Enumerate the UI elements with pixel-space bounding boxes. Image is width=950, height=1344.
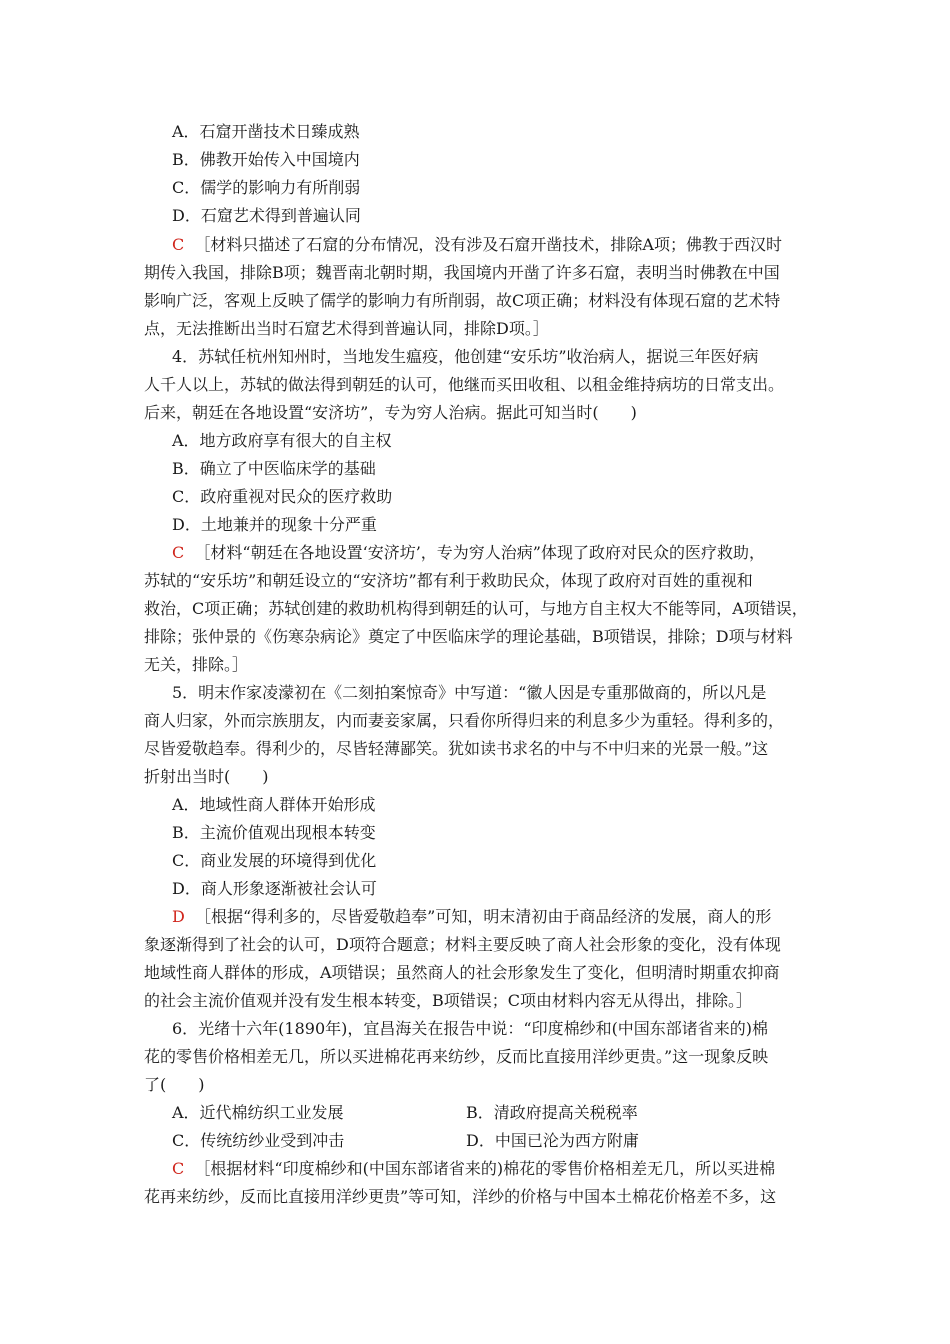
q6-option-a: A．近代棉纺织工业发展 <box>172 1103 344 1122</box>
q6-stem-line: 6．光绪十六年(1890年)，宜昌海关在报告中说：“印度棉纱和(中国东部诸省来的)棉 <box>172 1019 769 1038</box>
q6-stem-line: 了( ) <box>144 1075 205 1094</box>
q4-explanation-line: 苏轼的“安乐坊”和朝廷设立的“安济坊”都有利于救助民众，体现了政府对百姓的重视和 <box>144 571 753 590</box>
q5-stem-line: 折射出当时( ) <box>144 767 269 786</box>
q4-explanation-line: 排除；张仲景的《伤寒杂病论》奠定了中医临床学的理论基础，B项错误，排除；D项与材料 <box>144 627 793 646</box>
q4-explanation-line: 救治，C项正确；苏轼创建的救助机构得到朝廷的认可，与地方自主权大不能等同，A项错误， <box>144 599 808 618</box>
q3-explanation-line: 点，无法推断出当时石窟艺术得到普遍认同，排除D项。］ <box>144 319 549 338</box>
q5-explanation-line: D ［根据“得利多的，尽皆爱敬趋奉”可知，明末清初由于商品经济的发展，商人的形 <box>172 907 772 926</box>
q4-answer: C <box>172 543 185 562</box>
q5-stem-line: 5．明末作家凌濛初在《二刻拍案惊奇》中写道：“徽人因是专重那做商的，所以凡是 <box>172 683 767 702</box>
q5-stem-line: 商人归家，外而宗族朋友，内而妻妾家属，只看你所得归来的利息多少为重轻。得利多的， <box>144 711 785 730</box>
q3-explanation-line: 期传入我国，排除B项；魏晋南北朝时期，我国境内开凿了许多石窟，表明当时佛教在中国 <box>144 263 780 282</box>
q3-explanation-line: C ［材料只描述了石窟的分布情况，没有涉及石窟开凿技术，排除A项；佛教于西汉时 <box>172 235 782 254</box>
q5-answer: D <box>172 907 185 926</box>
q5-stem-line: 尽皆爱敬趋奉。得利少的，尽皆轻薄鄙笑。犹如读书求名的中与不中归来的光景一般。”这 <box>144 739 769 758</box>
q4-stem-line: 后来，朝廷在各地设置“安济坊”，专为穷人治病。据此可知当时( ) <box>144 403 637 422</box>
q6-option-b: B．清政府提高关税税率 <box>466 1103 638 1122</box>
q5-explanation-line: 地域性商人群体的形成，A项错误；虽然商人的社会形象发生了变化，但明清时期重农抑商 <box>144 963 780 982</box>
q3-option-c: C．儒学的影响力有所削弱 <box>172 178 361 197</box>
q3-explanation-line: 影响广泛，客观上反映了儒学的影响力有所削弱，故C项正确；材料没有体现石窟的艺术特 <box>144 291 781 310</box>
q4-option-b: B．确立了中医临床学的基础 <box>172 459 376 478</box>
q3-option-b: B．佛教开始传入中国境内 <box>172 150 360 169</box>
q6-explanation-line: 花再来纺纱，反而比直接用洋纱更贵”等可知，洋纱的价格与中国本土棉花价格差不多，这 <box>144 1187 777 1206</box>
q5-option-c: C．商业发展的环境得到优化 <box>172 851 377 870</box>
q4-option-d: D．土地兼并的现象十分严重 <box>172 515 377 534</box>
q6-options-row <box>0 1131 950 1151</box>
q5-explanation-line: 象逐渐得到了社会的认可，D项符合题意；材料主要反映了商人社会形象的变化，没有体现 <box>144 935 781 954</box>
q6-options-row <box>0 1103 950 1123</box>
q4-option-c: C．政府重视对民众的医疗救助 <box>172 487 393 506</box>
q4-stem-line: 人千人以上，苏轼的做法得到朝廷的认可，他继而买田收租、以租金维持病坊的日常支出。 <box>144 375 785 394</box>
q3-option-d: D．石窟艺术得到普遍认同 <box>172 206 361 225</box>
q6-option-d: D．中国已沦为西方附庸 <box>466 1131 639 1150</box>
q5-option-d: D．商人形象逐渐被社会认可 <box>172 879 377 898</box>
q6-explanation-line: C ［根据材料“印度棉纱和(中国东部诸省来的)棉花的零售价格相差无几，所以买进棉 <box>172 1159 776 1178</box>
q6-option-c: C．传统纺纱业受到冲击 <box>172 1131 345 1150</box>
q4-stem-line: 4．苏轼任杭州知州时，当地发生瘟疫，他创建“安乐坊”收治病人，据说三年医好病 <box>172 347 759 366</box>
q5-explanation-line: 的社会主流价值观并没有发生根本转变，B项错误；C项由材料内容无从得出，排除。］ <box>144 991 753 1010</box>
q3-option-a: A．石窟开凿技术日臻成熟 <box>172 122 360 141</box>
q6-stem-line: 花的零售价格相差无几，所以买进棉花再来纺纱，反而比直接用洋纱更贵。”这一现象反映 <box>144 1047 769 1066</box>
q4-explanation-line: 无关，排除。］ <box>144 655 249 674</box>
q6-answer: C <box>172 1159 185 1178</box>
q4-explanation-line: C ［材料“朝廷在各地设置‘安济坊’，专为穷人治病”体现了政府对民众的医疗救助， <box>172 543 765 562</box>
q5-option-a: A．地域性商人群体开始形成 <box>172 795 376 814</box>
q3-answer: C <box>172 235 185 254</box>
q4-option-a: A．地方政府享有很大的自主权 <box>172 431 392 450</box>
q5-option-b: B．主流价值观出现根本转变 <box>172 823 376 842</box>
